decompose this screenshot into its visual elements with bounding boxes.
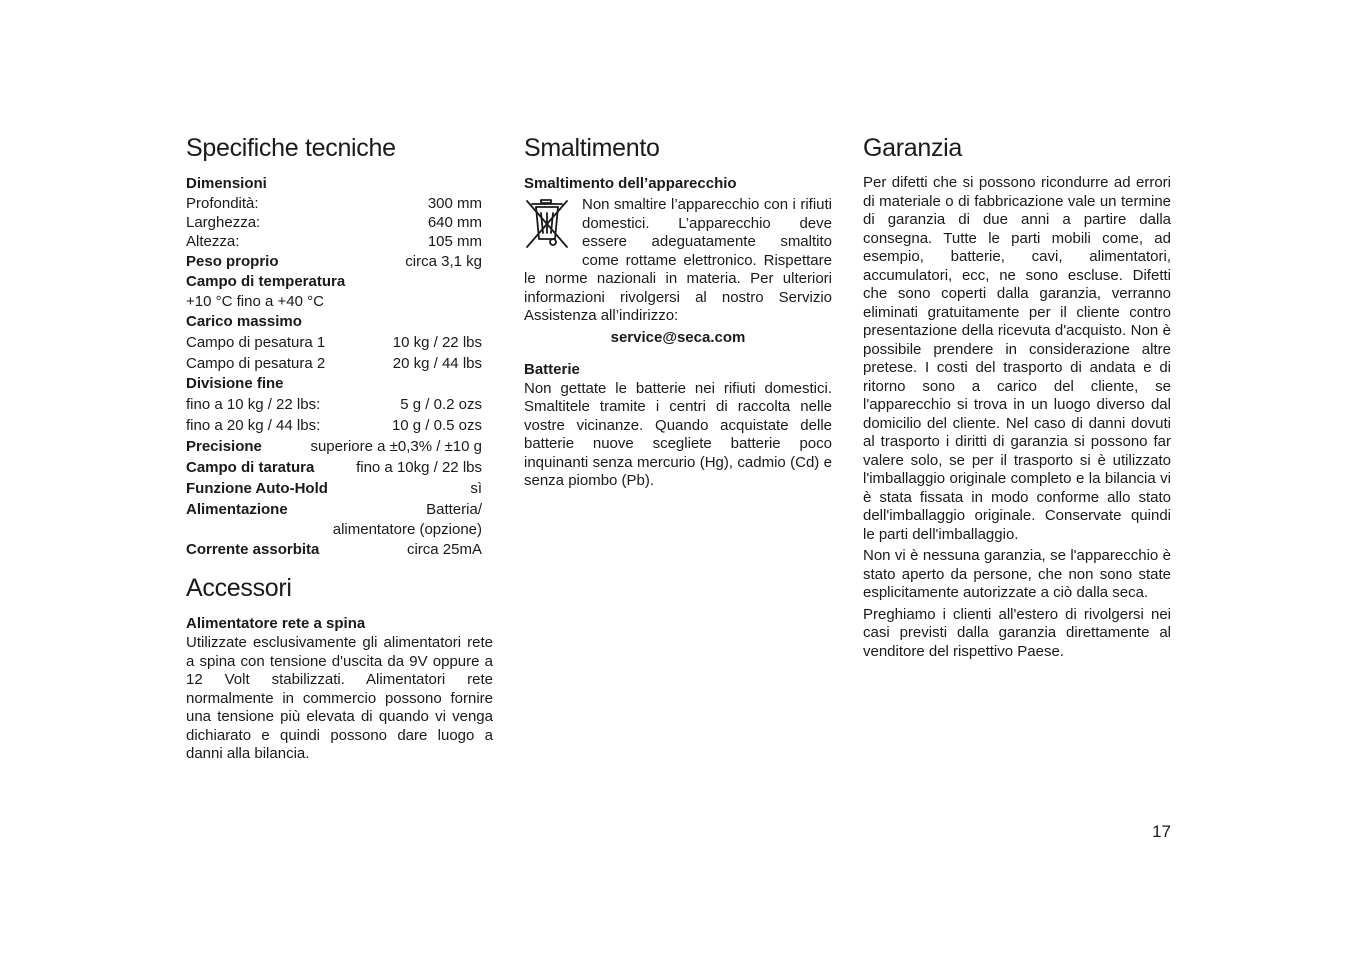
dimensioni-heading: Dimensioni — [186, 175, 267, 192]
batterie-heading: Batterie — [524, 360, 580, 378]
specs-column — [186, 130, 493, 764]
spec-row-div2 — [186, 415, 482, 436]
spec-value: superiore a ±0,3% / ±10 g — [310, 438, 482, 455]
carico-heading: Carico massimo — [186, 313, 302, 330]
spec-value: 640 mm — [427, 214, 482, 231]
spec-label: Campo di taratura — [186, 459, 315, 476]
batterie-text: Non gettate le batterie nei rifiuti domestici. Smaltitele tramite i centri di raccolta nelle vostre vicinanze. Quando acquistate delle batterie nuove scegliete batterie poco inquinanti senza mercurio (Hg), cadmio (Cd) e senza piombo (Pb). — [524, 379, 832, 489]
spec-label: Larghezza: — [186, 214, 261, 231]
spec-row-campo2 — [186, 353, 482, 374]
spec-value: circa 25mA — [406, 541, 482, 558]
spec-row-taratura — [186, 457, 482, 478]
service-email: service@seca.com — [610, 328, 746, 346]
spec-label: Campo di pesatura 2 — [186, 355, 326, 372]
garanzia-paragraph-2: Non vi è nessuna garanzia, se l'apparecchio è stato aperto da persone, che non sono state esplicitamente autorizzate a ciò dalla seca. — [863, 547, 1171, 601]
spec-row-profondita — [186, 194, 482, 213]
divisione-heading: Divisione fine — [186, 375, 284, 392]
smaltimento-text: Non smaltire l’apparecchio con i rifiuti domestici. L’apparecchio deve essere adeguatamente smaltito come rottame elettronico. Rispettare le norme nazionali in materia. Per ulteriori informazioni rivolgersi al nostro Servizio Assistenza all’indirizzo: — [524, 196, 832, 324]
spec-label: Corrente assorbita — [186, 541, 320, 558]
garanzia-title: Garanzia — [863, 134, 963, 162]
spec-value: 10 kg / 22 lbs — [392, 334, 482, 351]
spec-label: Precisione — [186, 438, 262, 455]
spec-value: circa 3,1 kg — [405, 253, 482, 270]
spec-value: 20 kg / 44 lbs — [392, 355, 482, 372]
accessori-text: Utilizzate esclusivamente gli alimentatori rete a spina con tensione d'uscita da 9V oppure a 12 Volt stabilizzati. Alimentatori rete normalmente in commercio possono fornire una tensione più elevata di quando vi venga dichiarato e quindi possono dare luogo a danni alla bilancia. — [186, 634, 493, 762]
accessori-title: Accessori — [186, 574, 292, 602]
temperatura-heading: Campo di temperatura — [186, 273, 346, 290]
spec-row-div1 — [186, 394, 482, 415]
spec-value: 10 g / 0.5 ozs — [391, 417, 482, 434]
smaltimento-subtitle: Smaltimento dell’apparecchio — [524, 175, 737, 192]
crossed-out-wheelie-bin-icon — [524, 198, 574, 252]
garanzia-paragraph-1: Per difetti che si possono ricondurre ad errori di materiale o di fabbricazione vale un termine di garanzia di due anni a partire dalla consegna. Tutte le parti mobili come, ad esempio, batterie, cavi, alimentatori, accumulatori, ecc, ne sono escluse. Difetti che sono coperti dalla garanzia, verranno eliminati gratuitamente per il cliente contro presentazione della ricevuta d'acquisto. Non è possibile prendere in considerazione altre pretese. I costi del trasporto di andata e di ritorno sono a carico del cliente, se l'apparecchio si trova in un luogo diverso dal domicilio del cliente. Nel caso di danni dovuti al trasporto i diritti di garanzia si possono far valere solo, se per il trasporto si è utilizzato l'imballaggio originale completo e la bilancia vi è stata fissata in modo conforme allo stato dell'imballaggio originale. Conservate quindi le parti dell'imballaggio. — [863, 174, 1171, 543]
spec-row-autohold — [186, 478, 482, 499]
smaltimento-title: Smaltimento — [524, 134, 660, 162]
spec-value: Batteria/ — [426, 501, 482, 518]
spec-value: 5 g / 0.2 ozs — [400, 396, 482, 413]
spec-label: Campo di pesatura 1 — [186, 334, 326, 351]
spec-row-precisione — [186, 436, 482, 457]
specs-title: Specifiche tecniche — [186, 134, 396, 162]
spec-row-larghezza — [186, 213, 482, 232]
garanzia-column — [863, 130, 1171, 661]
spec-row-peso — [186, 251, 482, 272]
spec-value: 105 mm — [427, 233, 482, 250]
spec-label: Alimentazione — [186, 501, 288, 518]
page-number: 17 — [1152, 822, 1171, 841]
spec-label: Peso proprio — [186, 253, 279, 270]
spec-value: fino a 10kg / 22 lbs — [356, 459, 482, 476]
spec-label: fino a 20 kg / 44 lbs: — [186, 417, 321, 434]
spec-value: sì — [470, 480, 482, 497]
garanzia-paragraph-3: Preghiamo i clienti all'estero di rivolgersi nei casi previsti dalla garanzia direttamente al venditore del rispettivo Paese. — [863, 605, 1171, 660]
spec-label: fino a 10 kg / 22 lbs: — [186, 396, 321, 413]
spec-row-alimentazione — [186, 499, 482, 520]
spec-label: Funzione Auto-Hold — [186, 480, 328, 497]
spec-value-alimentazione-cont: alimentatore (opzione) — [332, 521, 482, 538]
spec-row-altezza — [186, 232, 482, 251]
smaltimento-column — [524, 130, 832, 491]
spec-row-corrente — [186, 539, 482, 560]
temperatura-value: +10 °C fino a +40 °C — [186, 293, 324, 310]
spec-row-campo1 — [186, 332, 482, 353]
spec-label: Altezza: — [186, 233, 240, 250]
spec-value: 300 mm — [427, 195, 482, 212]
accessori-subtitle: Alimentatore rete a spina — [186, 615, 366, 632]
spec-label: Profondità: — [186, 195, 259, 212]
